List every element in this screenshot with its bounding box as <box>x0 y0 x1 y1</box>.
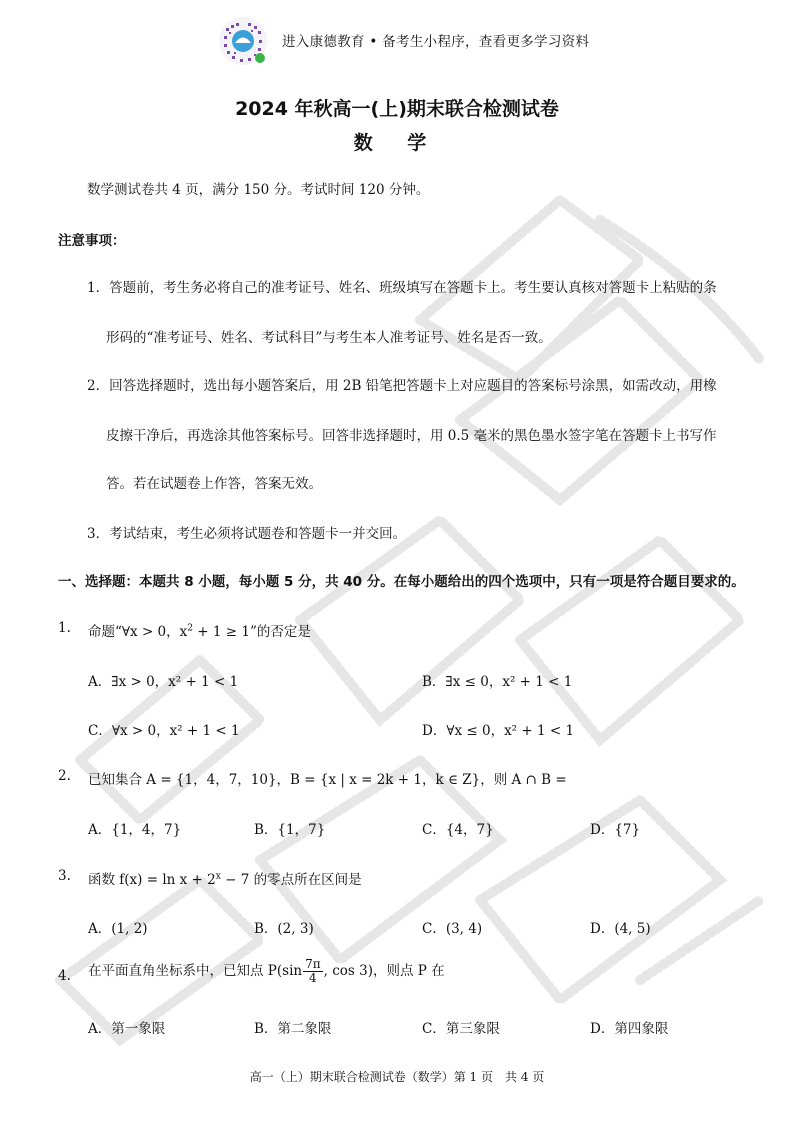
question-3-number: 3. <box>58 868 71 884</box>
notice-heading: 注意事项： <box>58 233 126 249</box>
header-promo-text: 进入康德教育 • 备考生小程序，查看更多学习资料 <box>282 34 590 50</box>
notice-item-2-line-2: 皮擦干净后，再选涂其他答案标号。回答非选择题时，用 0.5 毫米的黑色墨水签字笔在答题卡上书写作 <box>106 428 717 444</box>
question-4-stem: 在平面直角坐标系中，已知点 P(sin $\frac{7\pi}{4}$ , cos 3)，则点 P 在 <box>88 957 445 986</box>
notice-item-2-line-1: 2．回答选择题时，选出每小题答案后，用 2B 铅笔把答题卡上对应题目的答案标号涂黑，如需改动，用橡 <box>87 378 717 394</box>
question-3-option-a: A．(1, 2) <box>88 921 148 937</box>
question-4-option-a: A．第一象限 <box>88 1021 166 1037</box>
notice-item-1-line-1: 1．答题前，考生务必将自己的准考证号、姓名、班级填写在答题卡上。考生要认真核对答题卡上粘贴的条 <box>87 280 717 296</box>
question-4-option-d: D．第四象限 <box>590 1021 669 1037</box>
qr-code-icon[interactable] <box>218 16 268 66</box>
fraction: $\frac{7\pi}{4}$ <box>305 957 321 986</box>
question-1-option-a: A．∃x > 0，x² + 1 < 1 <box>88 674 239 690</box>
question-2-option-a: A．{1，4，7} <box>88 822 182 838</box>
question-2-stem: 已知集合 A = {1，4，7，10}，B = {x | x = 2k + 1，k ∈ Z}，则 A ∩ B = <box>88 772 567 788</box>
question-4-option-c: C．第三象限 <box>422 1021 500 1037</box>
question-1-option-c: C．∀x > 0，x² + 1 < 1 <box>88 723 240 739</box>
question-1-stem: 命题“∀x > 0，$x^2 + 1 \ge 1$”的否定是 <box>88 623 311 640</box>
page-footer: 高一（上）期末联合检测试卷（数学）第 1 页 共 4 页 <box>249 1070 545 1084</box>
question-3-option-d: D．(4, 5) <box>590 921 651 937</box>
question-3-option-b: B．(2, 3) <box>254 921 314 937</box>
exam-title: 2024 年秋高一(上)期末联合检测试卷 <box>235 98 559 120</box>
section-heading: 一、选择题：本题共 8 小题，每小题 5 分，共 40 分。在每小题给出的四个选项中，只有一项是符合题目要求的。 <box>58 574 745 590</box>
question-1-option-b: B．∃x ≤ 0，x² + 1 < 1 <box>422 674 573 690</box>
notice-item-2-line-3: 答。若在试题卷上作答，答案无效。 <box>106 476 322 492</box>
question-4-option-b: B．第二象限 <box>254 1021 332 1037</box>
question-2-number: 2. <box>58 768 71 784</box>
question-2-option-c: C．{4，7} <box>422 822 494 838</box>
exam-intro: 数学测试卷共 4 页，满分 150 分。考试时间 120 分钟。 <box>87 182 430 198</box>
notice-item-3: 3．考试结束，考生必须将试题卷和答题卡一并交回。 <box>87 526 407 542</box>
question-3-option-c: C．(3, 4) <box>422 921 483 937</box>
question-1-number: 1. <box>58 620 71 636</box>
exam-subject: 数 学 <box>353 132 441 154</box>
question-1-option-d: D．∀x ≤ 0，x² + 1 < 1 <box>422 723 575 739</box>
question-2-option-d: D．{7} <box>590 822 641 838</box>
question-3-stem: 函数 $f(x) = \ln x + 2^x - 7$ 的零点所在区间是 <box>88 871 362 888</box>
question-2-option-b: B．{1，7} <box>254 822 326 838</box>
notice-item-1-line-2: 形码的“准考证号、姓名、考试科目”与考生本人准考证号、姓名是否一致。 <box>106 330 552 346</box>
question-4-number: 4. <box>58 968 71 984</box>
